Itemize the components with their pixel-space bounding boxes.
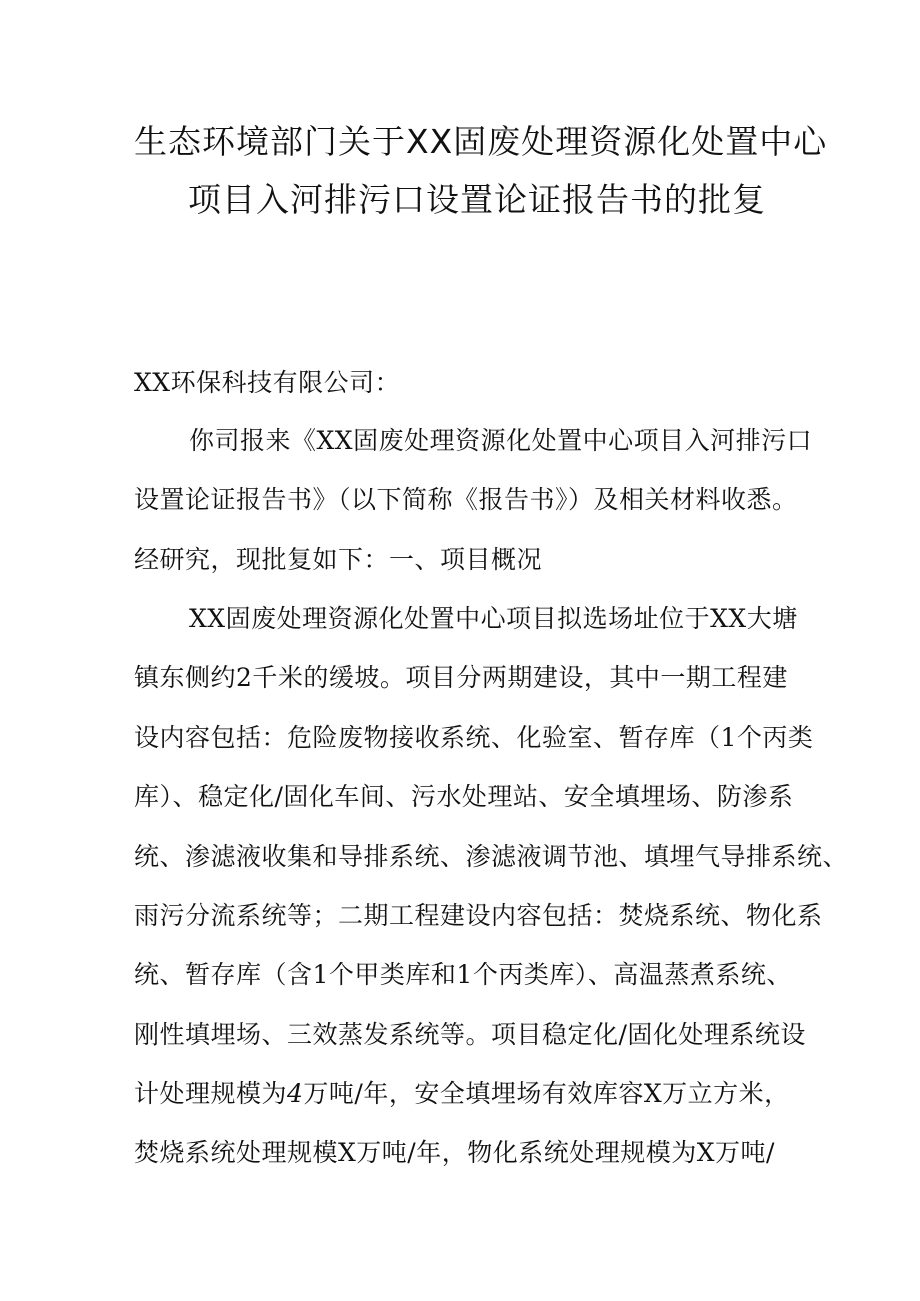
paragraph2-line-5: 统、渗滤液收集和导排系统、渗滤液调节池、填埋气导排系统、 (134, 842, 849, 871)
document-title-line-1: 生态环境部门关于XX固废处理资源化处置中心 (134, 122, 828, 161)
paragraph1-line-1: 你司报来《XX固废处理资源化处置中心项目入河排污口 (189, 426, 813, 455)
paragraph2-line-7: 统、暂存库（含1个甲类库和1个丙类库）、高温蒸煮系统、 (134, 960, 792, 989)
salutation: XX环保科技有限公司： (134, 368, 401, 397)
paragraph2-line-3: 设内容包括：危险废物接收系统、化验室、暂存库（1个丙类 (134, 723, 814, 752)
document-title-line-2: 项目入河排污口设置论证报告书的批复 (188, 180, 766, 219)
paragraph1-line-3: 经研究，现批复如下：一、项目概况 (134, 545, 543, 574)
paragraph2-line-4: 库）、稳定化/固化车间、污水处理站、安全填埋场、防渗系 (134, 782, 794, 811)
paragraph2-line-9-part-1: 计处理规模为 (134, 1079, 288, 1108)
paragraph2-line-6: 雨污分流系统等；二期工程建设内容包括：焚烧系统、物化系 (134, 901, 823, 930)
paragraph2-line-8: 刚性填埋场、三效蒸发系统等。项目稳定化/固化处理系统设 (134, 1020, 806, 1049)
paragraph2-line-1: XX固废处理资源化处置中心项目拟选场址位于XX大塘 (189, 604, 798, 633)
paragraph2-line-9-part-2: 万吨/年，安全填埋场有效库容X万立方米， (303, 1079, 790, 1108)
paragraph1-line-2: 设置论证报告书》（以下简称《报告书》）及相关材料收悉。 (134, 485, 798, 514)
paragraph2-line-9 (134, 1079, 824, 1109)
paragraph2-line-10: 焚烧系统处理规模X万吨/年，物化系统处理规模为X万吨/ (134, 1138, 775, 1167)
paragraph2-line-2: 镇东侧约2千米的缓坡。项目分两期建设，其中一期工程建 (134, 663, 788, 692)
paragraph2-line-9-number: 4 (287, 1079, 304, 1108)
